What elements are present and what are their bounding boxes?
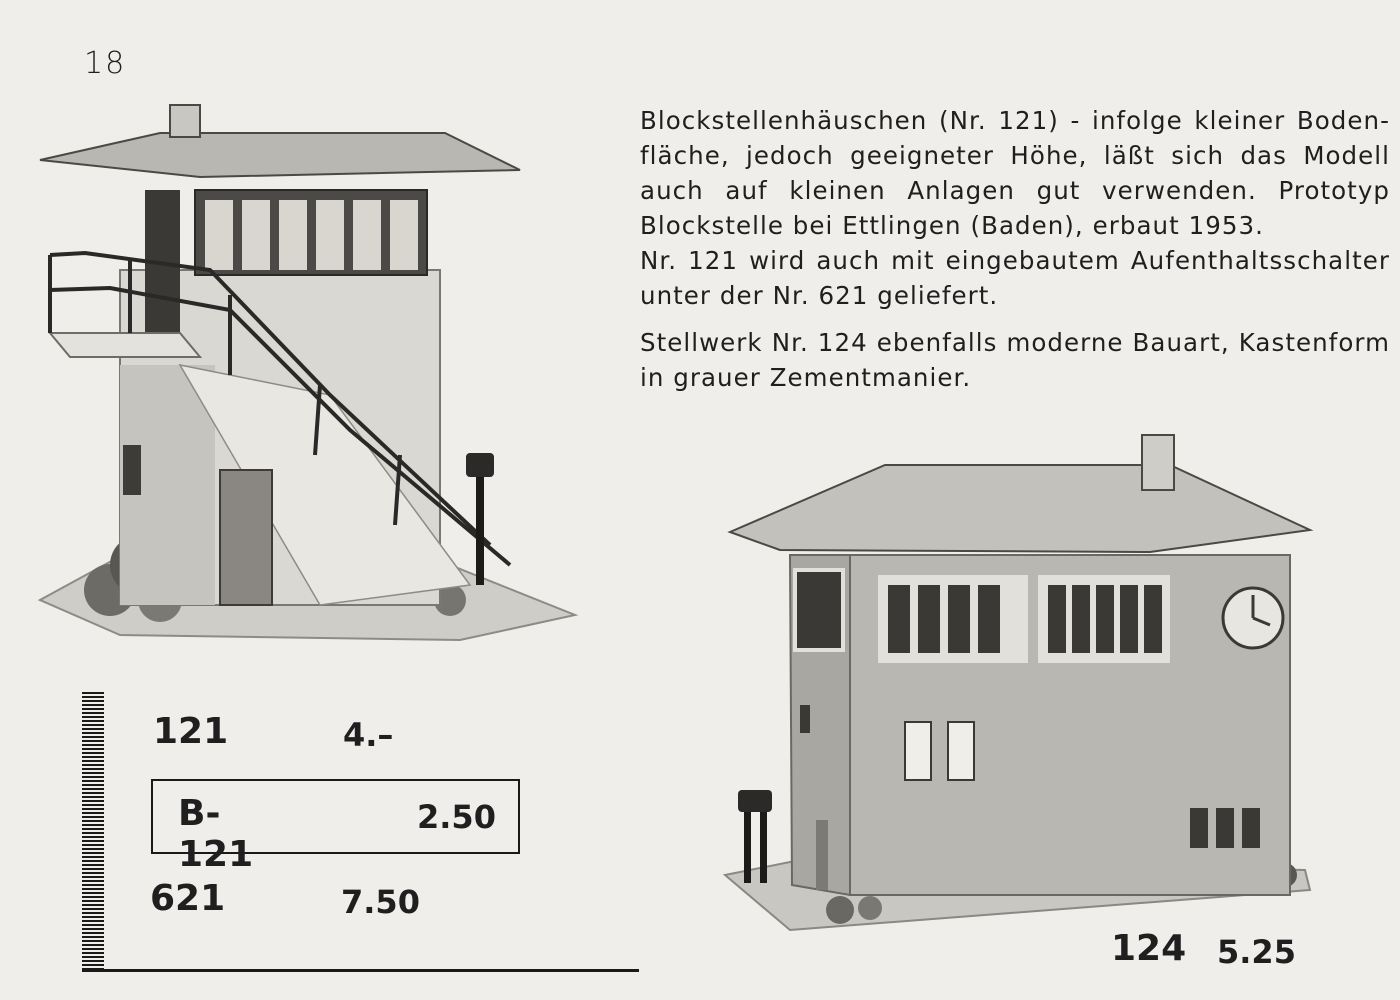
description-line: Nr. 121 wird auch mit eingebautem Aufenthaltsschalter [640, 246, 1390, 275]
item-price: 7.50 [341, 883, 420, 921]
item-code: B-121 [178, 793, 254, 875]
description-paragraph-2 [640, 325, 1390, 395]
description-line: Stellwerk Nr. 124 ebenfalls moderne Bauart, Kastenform [640, 328, 1390, 357]
item-code: 121 [153, 711, 229, 752]
page-number: 18 [84, 46, 127, 81]
description-line: Blockstelle bei Ettlingen (Baden), erbaut 1953. [640, 211, 1264, 240]
item-price: 4.– [343, 716, 394, 754]
description-line: Blockstellenhäuschen (Nr. 121) - infolge kleiner Boden- [640, 106, 1390, 135]
description-line: unter der Nr. 621 geliefert. [640, 281, 999, 310]
description-line: in grauer Zementmanier. [640, 363, 972, 392]
item-code: 124 [1111, 928, 1187, 969]
description-line: fläche, jedoch geeigneter Höhe, läßt sich das Modell [640, 141, 1390, 170]
item-price: 5.25 [1217, 933, 1296, 971]
product-description [640, 103, 1390, 395]
item-price: 2.50 [417, 798, 496, 836]
bottom-rule [82, 969, 639, 972]
item-code: 621 [150, 878, 226, 919]
scale-bar [82, 692, 104, 972]
signal-box-124-illustration [720, 430, 1320, 955]
description-line: auch auf kleinen Anlagen gut verwenden. Prototyp [640, 176, 1390, 205]
description-paragraph-1 [640, 103, 1390, 313]
signal-box-121-illustration [30, 95, 590, 655]
